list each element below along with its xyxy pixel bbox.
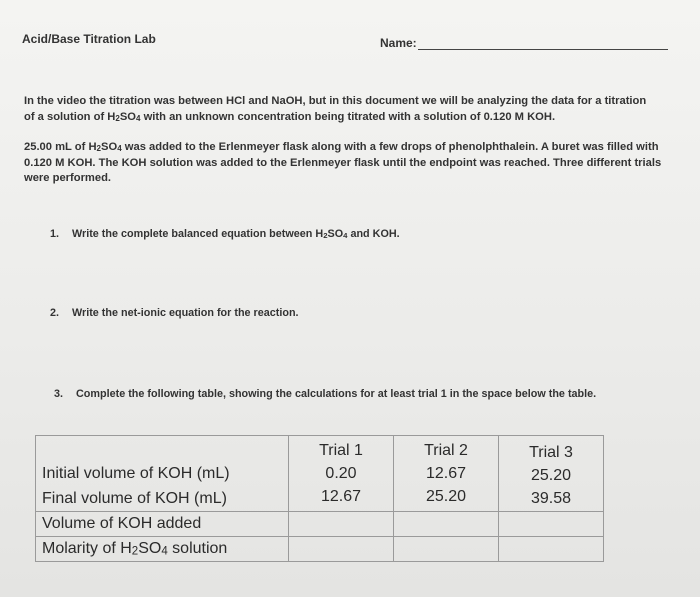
trial-1-volume-added[interactable] [289,512,394,537]
question-3: 3. Complete the following table, showing the calculations for at least trial 1 in the space below the table. [54,388,597,400]
intro-p2-line-2: 0.120 M KOH. The KOH solution was added to the Erlenmeyer flask until the endpoint was reached. Three different trials [24,156,662,169]
intro-p2-line-1: 25.00 mL of $H_2SO_4$ was added to the Erlenmeyer flask along with a few drops of phenolphthalein. A buret was filled with [24,141,659,154]
trial-2-molarity[interactable] [394,537,499,562]
question-number: 2. [50,307,60,319]
trial-1-initial: 0.20 [325,465,357,482]
name-label: Name: [380,36,417,50]
question-number: 3. [54,388,64,400]
column-header-trial-1: Trial 1 [319,442,363,459]
intro-paragraph-1 [24,94,646,125]
intro-paragraph-2 [24,140,661,187]
trial-2-final: 25.20 [425,488,467,505]
trial-1-final: 12.67 [320,488,362,505]
table-row [36,512,604,537]
trial-2-column-top [394,436,499,512]
question-number: 1. [50,228,60,240]
row-label-volume-added: Volume of KOH added [36,512,289,537]
intro-p1-line-1: In the video the titration was between HCl and NaOH, but in this document we will be analyzing the data for a titration [24,95,647,107]
trial-3-volume-added[interactable] [499,512,604,537]
trial-3-column-top [499,436,604,512]
trial-2-initial: 12.67 [425,465,467,482]
trial-3-final: 39.58 [530,490,572,507]
question-1: 1. Write the complete balanced equation between $H_2SO_4$ and KOH. [50,228,400,241]
document-title: Acid/Base Titration Lab [22,32,156,46]
trial-3-molarity[interactable] [499,537,604,562]
titration-data-table [35,435,604,562]
table-row [36,537,604,562]
intro-p2-line-3: were performed. [24,172,112,184]
row-label-molarity: Molarity of $H_2SO_4$ solution [36,537,289,562]
column-header-trial-3: Trial 3 [529,444,573,461]
trial-2-volume-added[interactable] [394,512,499,537]
intro-p1-line-2: of a solution of $H_2SO_4$ with an unknown concentration being titrated with a solution of 0.120 M KOH. [24,110,556,123]
row-label-initial-volume: Initial volume of KOH (mL) [42,465,230,482]
row-label-final-volume: Final volume of KOH (mL) [42,490,227,507]
table-label-cell-top [36,436,289,512]
column-header-trial-2: Trial 2 [424,442,468,459]
question-2: 2. Write the net-ionic equation for the reaction. [50,307,299,319]
trial-1-column-top [289,436,394,512]
name-blank-line[interactable] [418,49,668,50]
trial-1-molarity[interactable] [289,537,394,562]
trial-3-initial: 25.20 [530,467,572,484]
